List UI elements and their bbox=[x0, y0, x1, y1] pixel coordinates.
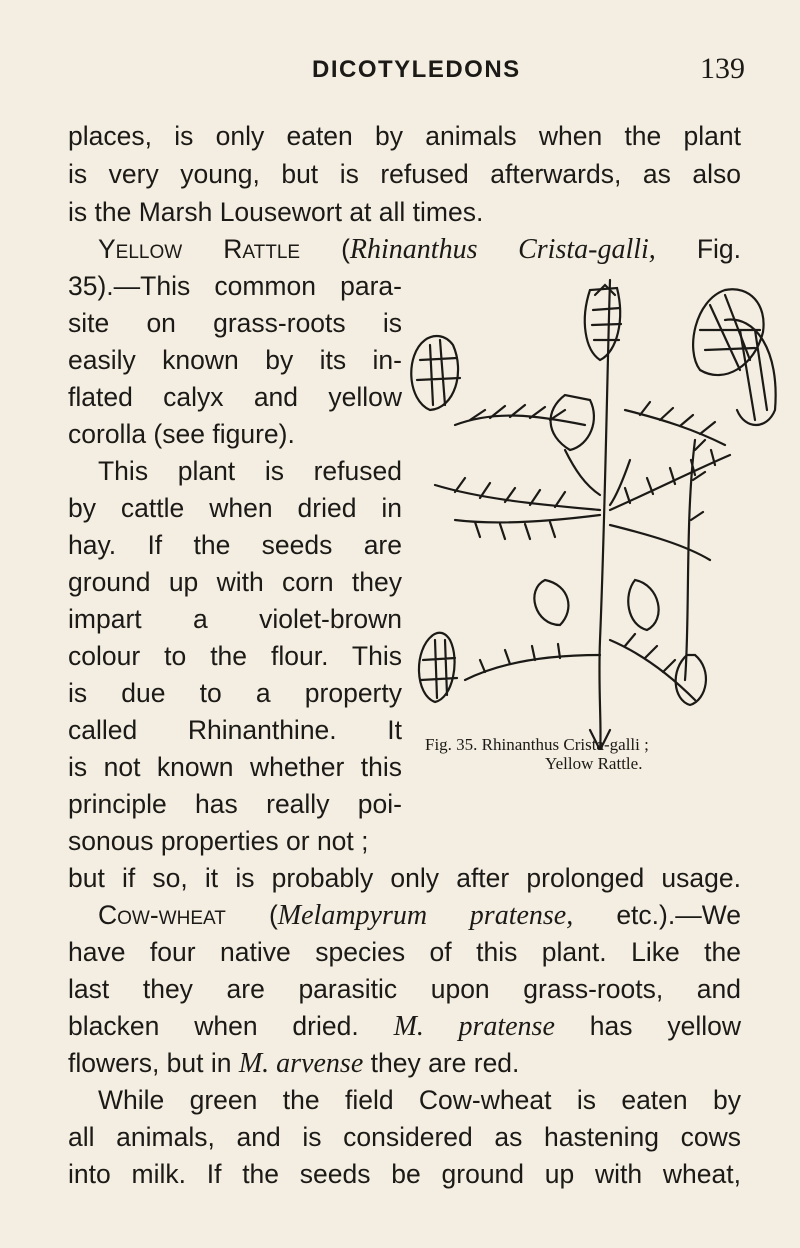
text-line: called Rhinanthine. It bbox=[68, 715, 402, 745]
text-span: has yellow bbox=[554, 1011, 741, 1041]
species-heading: Cow-wheat bbox=[98, 900, 226, 930]
yellow-rattle-illustration bbox=[395, 260, 800, 750]
text-line: is the Marsh Lousewort at all times. bbox=[68, 197, 484, 227]
text-line: places, is only eaten by animals when the plant bbox=[68, 121, 741, 151]
text-line: sonous properties or not ; bbox=[68, 826, 369, 856]
text-line: into milk. If the seeds be ground up with wheat, bbox=[68, 1159, 741, 1189]
text-span: flowers, but in bbox=[68, 1048, 239, 1078]
text-line: but if so, it is probably only after prolonged usage. bbox=[68, 863, 741, 893]
text-line: is due to a property bbox=[68, 678, 402, 708]
latin-name: Melampyrum pratense, bbox=[277, 900, 574, 931]
text-span: ( bbox=[300, 234, 350, 264]
text-line bbox=[68, 1045, 519, 1081]
text-span: they are red. bbox=[363, 1048, 520, 1078]
text-line: ground up with corn they bbox=[68, 567, 402, 597]
text-line: flated calyx and yellow bbox=[68, 382, 402, 412]
text-line: corolla (see figure). bbox=[68, 419, 295, 449]
text-span: etc.).—We bbox=[573, 900, 741, 930]
text-line: impart a violet-brown bbox=[68, 604, 402, 634]
text-line bbox=[98, 897, 741, 933]
caption-line: Fig. 35. Rhinanthus Crista-galli ; bbox=[425, 735, 649, 754]
latin-name: Rhinanthus Crista-galli, bbox=[349, 234, 656, 265]
caption-line: Yellow Rattle. bbox=[545, 754, 643, 773]
text-line: principle has really poi- bbox=[68, 789, 402, 819]
text-line: have four native species of this plant. Like the bbox=[68, 937, 741, 967]
text-line: This plant is refused bbox=[98, 456, 402, 486]
text-line: all animals, and is considered as hastening cows bbox=[68, 1122, 741, 1152]
text-line: While green the field Cow-wheat is eaten by bbox=[98, 1085, 741, 1115]
text-span: ( bbox=[225, 900, 278, 930]
text-line: site on grass-roots is bbox=[68, 308, 402, 338]
text-line: 35).—This common para- bbox=[68, 271, 402, 301]
text-line bbox=[68, 1008, 741, 1044]
text-span: Fig. bbox=[655, 234, 741, 264]
text-line: colour to the flour. This bbox=[68, 641, 402, 671]
chapter-title: DICOTYLEDONS bbox=[312, 56, 521, 83]
text-line: is not known whether this bbox=[68, 752, 402, 782]
latin-name: M. arvense bbox=[238, 1048, 364, 1079]
text-line: last they are parasitic upon grass-roots, and bbox=[68, 974, 741, 1004]
species-heading: Yellow Rattle bbox=[98, 234, 301, 264]
text-line: easily known by its in- bbox=[68, 345, 402, 375]
running-head bbox=[0, 50, 800, 90]
text-line: hay. If the seeds are bbox=[68, 530, 402, 560]
latin-name: M. pratense bbox=[393, 1011, 555, 1042]
text-span: blacken when dried. bbox=[68, 1011, 394, 1041]
text-line: is very young, but is refused afterwards, as also bbox=[68, 159, 741, 189]
page-number: 139 bbox=[700, 52, 745, 85]
text-line: by cattle when dried in bbox=[68, 493, 402, 523]
figure-caption bbox=[425, 735, 795, 773]
